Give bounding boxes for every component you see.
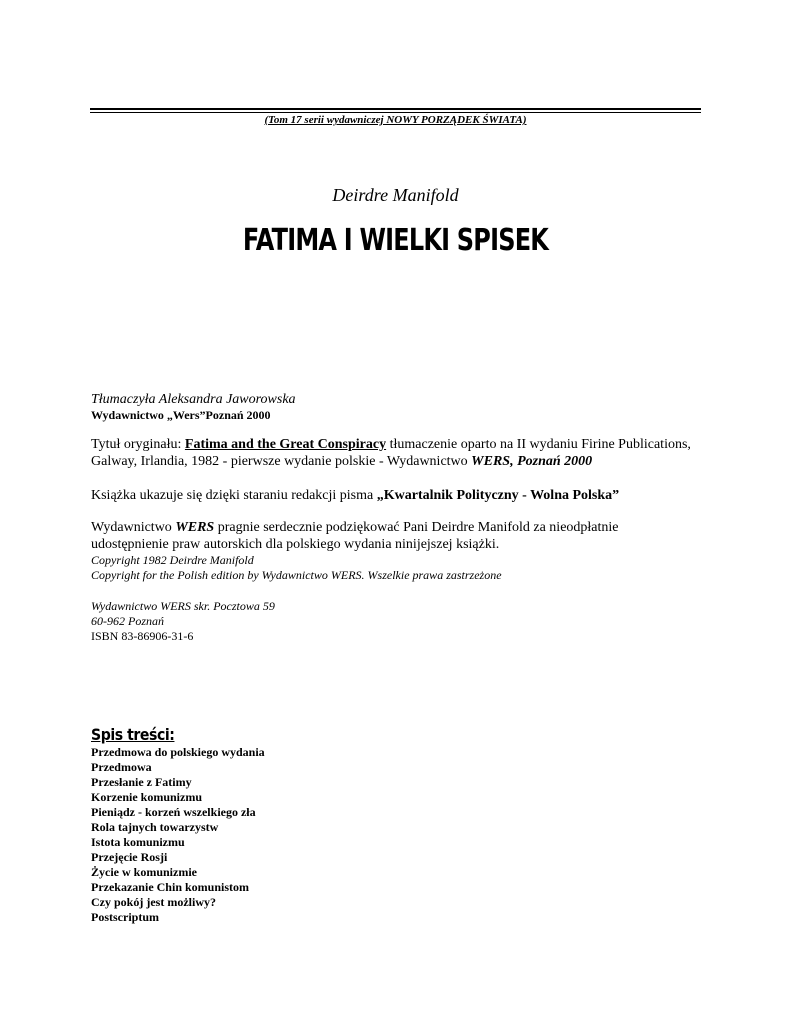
toc-heading: Spis treści: [91,725,175,744]
address-block [91,599,731,644]
toc-item[interactable]: Korzenie komunizmu [91,790,202,804]
isbn: ISBN 83-86906-31-6 [91,629,194,643]
toc-item[interactable]: Przesłanie z Fatimy [91,775,192,789]
header-rule-thin [90,112,701,113]
toc-item[interactable]: Pieniądz - korzeń wszelkiego zła [91,805,256,819]
toc-list [91,745,265,925]
thanks-paragraph [91,519,666,553]
thanks-publisher: WERS [175,520,215,535]
header-rule-thick [90,108,701,110]
publisher-line: Wydawnictwo „Wers”Poznań 2000 [91,408,271,422]
original-text: tłumaczenie oparto na II wydaniu Firine Publications, Galway, Irlandia, 1982 - pierwsze wydanie polskie - Wydawnictwo [91,437,691,469]
editorial-text: Książka ukazuje się dzięki staraniu redakcji pisma [91,488,377,503]
toc-item[interactable]: Przejęcie Rosji [91,850,168,864]
toc-item[interactable]: Przedmowa do polskiego wydania [91,745,265,759]
original-prefix: Tytuł oryginału: [91,437,185,452]
original-title-paragraph [91,436,691,470]
editorial-magazine: „Kwartalnik Polityczny - Wolna Polska” [376,488,620,503]
thanks-text: pragnie serdecznie podziękować Pani Deirdre Manifold za nieodpłatnie udostępnienie praw autorskich dla polskiego wydania ninijejszej książki. [91,520,619,552]
copyright-line-2: Copyright for the Polish edition by Wydawnictwo WERS. Wszelkie prawa zastrzeżone [91,568,502,582]
toc-item[interactable]: Postscriptum [91,910,159,924]
toc-item[interactable]: Życie w komunizmie [91,865,197,879]
credits-block [91,391,731,423]
toc-item[interactable]: Istota komunizmu [91,835,185,849]
translator-line: Tłumaczyła Aleksandra Jaworowska [91,392,296,407]
address-line-1: Wydawnictwo WERS skr. Pocztowa 59 [91,599,275,613]
copyright-block [91,553,731,583]
thanks-prefix: Wydawnictwo [91,520,176,535]
copyright-line-1: Copyright 1982 Deirdre Manifold [91,553,254,567]
toc-item[interactable]: Czy pokój jest możliwy? [91,895,216,909]
editorial-paragraph [91,487,731,504]
book-author: Deirdre Manifold [332,185,459,205]
series-note: (Tom 17 serii wydawniczej NOWY PORZĄDEK ŚWIATA) [264,114,527,126]
toc-item[interactable]: Przekazanie Chin komunistom [91,880,250,894]
book-title: FATIMA I WIELKI SPISEK [242,223,549,258]
address-line-2: 60-962 Poznań [91,614,164,628]
original-publisher: WERS, Poznań 2000 [471,454,593,469]
original-title: Fatima and the Great Conspiracy [184,437,387,452]
toc-item[interactable]: Rola tajnych towarzystw [91,820,219,834]
toc-item[interactable]: Przedmowa [91,760,152,774]
